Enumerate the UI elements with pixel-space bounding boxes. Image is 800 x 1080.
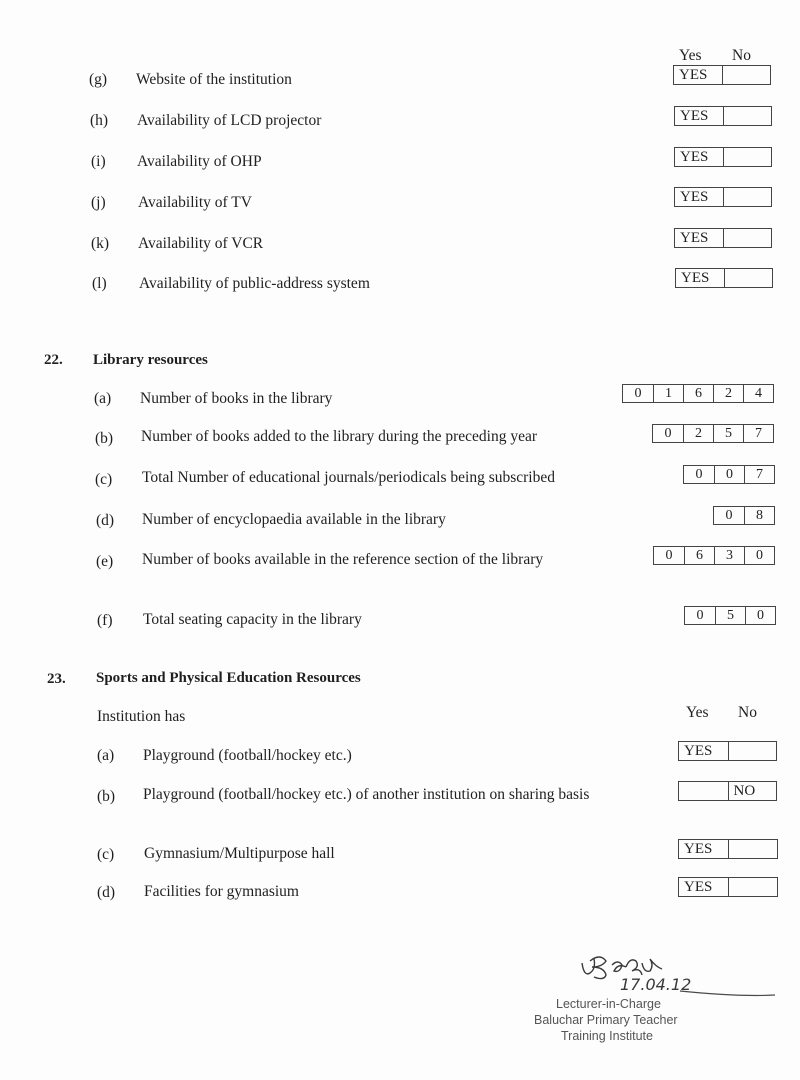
signature-title: Lecturer-in-Charge: [556, 997, 661, 1011]
digit-cell[interactable]: 0: [634, 386, 642, 401]
yes-no-box[interactable]: [678, 781, 777, 801]
item-label: Number of encyclopaedia available in the library: [142, 511, 446, 528]
item-letter: (b): [97, 788, 116, 805]
yes-no-box[interactable]: [674, 106, 772, 126]
digit-box[interactable]: [684, 606, 776, 625]
item-letter: (f): [97, 612, 113, 629]
digit-cell[interactable]: 0: [695, 467, 703, 482]
yes-cell[interactable]: YES: [684, 841, 713, 857]
signature-block: [520, 945, 800, 1055]
digit-cell[interactable]: 2: [713, 385, 743, 402]
item-label: Total seating capacity in the library: [143, 611, 362, 628]
yes-cell[interactable]: YES: [684, 743, 713, 759]
no-cell[interactable]: [723, 107, 771, 125]
digit-cell[interactable]: 2: [683, 425, 713, 442]
no-cell[interactable]: [724, 269, 772, 287]
digit-cell[interactable]: 3: [714, 547, 744, 564]
section-22-number: 22.: [44, 352, 63, 368]
digit-cell[interactable]: 7: [744, 466, 774, 483]
item-label: Number of books available in the reference section of the library: [142, 551, 544, 568]
yes-no-box[interactable]: [678, 877, 778, 897]
item-label: Facilities for gymnasium: [144, 883, 299, 900]
item-letter: (c): [97, 846, 115, 863]
item-letter: (a): [94, 390, 112, 407]
digit-cell[interactable]: 7: [743, 425, 773, 442]
yes-cell[interactable]: YES: [679, 67, 708, 83]
item-label: Total Number of educational journals/periodicals being subscribed: [142, 469, 555, 486]
item-letter: (g): [89, 71, 108, 88]
item-letter: (h): [90, 112, 109, 129]
yes-no-box[interactable]: [674, 187, 772, 207]
digit-box[interactable]: [652, 424, 774, 443]
item-label: Playground (football/hockey etc.) of another institution on sharing basis: [143, 786, 590, 803]
item-label: Availability of public-address system: [139, 275, 370, 292]
yes-cell[interactable]: YES: [681, 270, 710, 286]
no-cell[interactable]: [728, 878, 777, 896]
signature-date: 17.04.12: [620, 975, 692, 994]
item-letter: (c): [95, 471, 113, 488]
digit-cell[interactable]: 5: [713, 425, 743, 442]
item-letter: (j): [91, 194, 106, 211]
digit-box[interactable]: [683, 465, 775, 484]
digit-cell[interactable]: 6: [683, 385, 713, 402]
yes-no-box[interactable]: [678, 741, 777, 761]
yes-no-box[interactable]: [678, 839, 778, 859]
section-23-title: Sports and Physical Education Resources: [96, 670, 361, 686]
yes-column-header: Yes: [686, 704, 709, 721]
no-cell[interactable]: [722, 66, 770, 84]
no-column-header: No: [738, 704, 757, 721]
no-cell[interactable]: [728, 840, 777, 858]
digit-box[interactable]: [622, 384, 774, 403]
section-22-title: Library resources: [93, 352, 208, 368]
item-label: Gymnasium/Multipurpose hall: [144, 845, 335, 862]
yes-cell[interactable]: [679, 782, 728, 800]
section-23-number: 23.: [47, 671, 66, 687]
item-letter: (k): [91, 235, 110, 252]
yes-cell[interactable]: YES: [680, 108, 709, 124]
yes-no-box[interactable]: [673, 65, 771, 85]
item-label: Playground (football/hockey etc.): [143, 747, 352, 764]
digit-cell[interactable]: 6: [684, 547, 714, 564]
item-label: Availability of OHP: [137, 153, 262, 170]
item-label: Availability of LCD projector: [137, 112, 322, 129]
no-column-header: No: [732, 47, 751, 64]
digit-cell[interactable]: 4: [743, 385, 773, 402]
digit-cell[interactable]: 0: [745, 607, 775, 624]
digit-cell[interactable]: 0: [664, 426, 672, 441]
section-23-intro: Institution has: [97, 708, 186, 725]
item-label: Website of the institution: [136, 71, 292, 88]
no-cell[interactable]: [723, 148, 771, 166]
yes-cell[interactable]: YES: [680, 230, 709, 246]
item-label: Availability of VCR: [138, 235, 264, 252]
digit-cell[interactable]: 1: [653, 385, 683, 402]
digit-cell[interactable]: 0: [725, 508, 733, 523]
digit-cell[interactable]: 8: [744, 507, 774, 524]
item-letter: (d): [96, 512, 115, 529]
item-label: Availability of TV: [138, 194, 252, 211]
yes-cell[interactable]: YES: [684, 879, 713, 895]
digit-box[interactable]: [653, 546, 775, 565]
yes-no-box[interactable]: [674, 228, 772, 248]
no-cell[interactable]: [723, 188, 771, 206]
item-letter: (e): [96, 553, 114, 570]
item-letter: (d): [97, 884, 116, 901]
yes-cell[interactable]: YES: [680, 149, 709, 165]
no-cell[interactable]: NO: [728, 782, 777, 800]
yes-no-box[interactable]: [675, 268, 773, 288]
no-cell[interactable]: [723, 229, 771, 247]
item-letter: (i): [91, 153, 106, 170]
item-label: Number of books added to the library during the preceding year: [141, 428, 537, 445]
digit-cell[interactable]: 0: [714, 466, 744, 483]
digit-box[interactable]: [713, 506, 775, 525]
digit-cell[interactable]: 5: [715, 607, 745, 624]
yes-no-box[interactable]: [674, 147, 772, 167]
yes-cell[interactable]: YES: [680, 189, 709, 205]
digit-cell[interactable]: 0: [744, 547, 774, 564]
signature-institution-line2: Training Institute: [561, 1029, 653, 1043]
digit-cell[interactable]: 0: [665, 548, 673, 563]
item-label: Number of books in the library: [140, 390, 333, 407]
signature-institution-line1: Baluchar Primary Teacher: [534, 1013, 678, 1027]
digit-cell[interactable]: 0: [696, 608, 704, 623]
item-letter: (a): [97, 747, 115, 764]
item-letter: (b): [95, 430, 114, 447]
no-cell[interactable]: [728, 742, 777, 760]
yes-column-header: Yes: [679, 47, 702, 64]
item-letter: (l): [92, 275, 107, 292]
